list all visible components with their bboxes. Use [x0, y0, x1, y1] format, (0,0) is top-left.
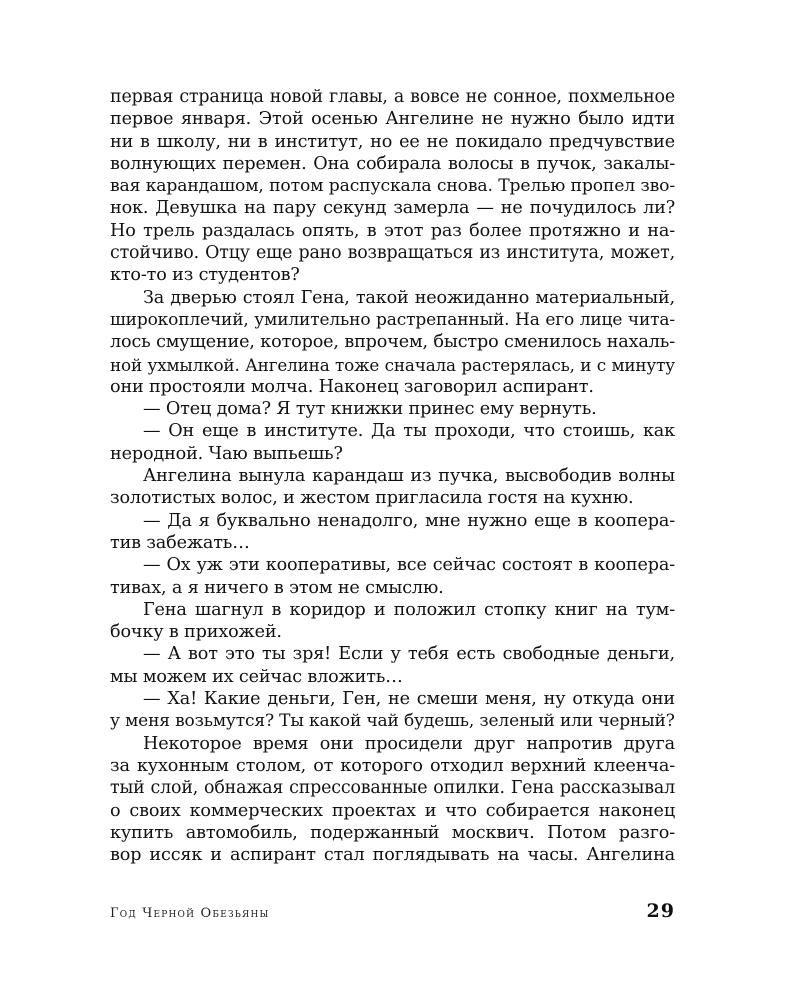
text-line: купить автомобиль, подержанный москвич. Потом разго- — [110, 822, 675, 843]
text-line: Но трель раздалась опять, в этот раз более протяжно и на- — [110, 220, 675, 241]
text-line: — Отец дома? Я тут книжки принес ему вернуть. — [143, 399, 597, 420]
text-line: — Ха! Какие деньги, Ген, не смеши меня, ну откуда они — [143, 689, 675, 710]
text-line: тив забежать… — [110, 532, 250, 553]
text-line: лось смущение, которое, впрочем, быстро сменилось нахаль- — [110, 332, 675, 353]
running-title: Год Черной Обезьяны — [110, 906, 270, 921]
text-line: за кухонным столом, от которого отходил верхний клеенча- — [110, 755, 675, 776]
page-footer — [110, 900, 675, 930]
page-number: 29 — [646, 900, 675, 922]
text-line: у меня возьмутся? Ты какой чай будешь, зеленый или черный? — [110, 711, 675, 732]
text-line: неродной. Чаю выпьешь? — [110, 443, 343, 464]
text-line: — А вот это ты зря! Если у тебя есть свободные деньги, — [143, 644, 675, 665]
text-line: стойчиво. Отцу еще рано возвращаться из института, может, — [110, 243, 675, 264]
text-line: Некоторое время они просидели друг напротив друга — [143, 733, 675, 754]
text-line: — Ох уж эти кооперативы, все сейчас состоят в коопера- — [143, 555, 675, 576]
text-line: тый слой, обнажая спрессованные опилки. Гена рассказывал — [110, 778, 675, 799]
text-line: Гена шагнул в коридор и положил стопку книг на тум- — [143, 599, 675, 620]
text-line: За дверью стоял Гена, такой неожиданно материальный, — [143, 287, 675, 308]
text-line: широкоплечий, умилительно растрепанный. На его лице чита- — [110, 309, 675, 330]
text-line: ной ухмылкой. Ангелина тоже сначала растерялась, и с минуту — [110, 354, 675, 375]
text-line: волнующих перемен. Она собирала волосы в пучок, закалы- — [110, 153, 675, 174]
text-line: ни в школу, ни в институт, но ее не покидало предчувствие — [110, 131, 675, 152]
text-line: нок. Девушка на пару секунд замерла — не почудилось ли? — [110, 198, 675, 219]
text-line: вая карандашом, потом распускала снова. Трелью пропел зво- — [110, 176, 675, 197]
text-line: первое января. Этой осенью Ангелине не нужно было идти — [110, 109, 675, 130]
text-line: бочку в прихожей. — [110, 622, 282, 643]
text-line: они простояли молча. Наконец заговорил аспирант. — [110, 376, 594, 397]
text-line: мы можем их сейчас вложить… — [110, 666, 403, 687]
book-page-text — [110, 86, 675, 866]
text-line: Ангелина вынула карандаш из пучка, высвободив волны — [143, 466, 675, 487]
text-line: золотистых волос, и жестом пригласила гостя на кухню. — [110, 488, 634, 509]
text-line: о своих коммерческих проектах и что собирается наконец — [110, 800, 675, 821]
text-line: тивах, а я ничего в этом не смыслю. — [110, 577, 444, 598]
text-line: кто-то из студентов? — [110, 265, 300, 286]
text-line: — Да я буквально ненадолго, мне нужно еще в коопера- — [143, 510, 675, 531]
text-line: первая страница новой главы, а вовсе не сонное, похмельное — [110, 87, 675, 107]
text-line: вор иссяк и аспирант стал поглядывать на часы. Ангелина — [110, 845, 675, 866]
text-line: — Он еще в институте. Да ты проходи, что стоишь, как — [143, 421, 675, 442]
